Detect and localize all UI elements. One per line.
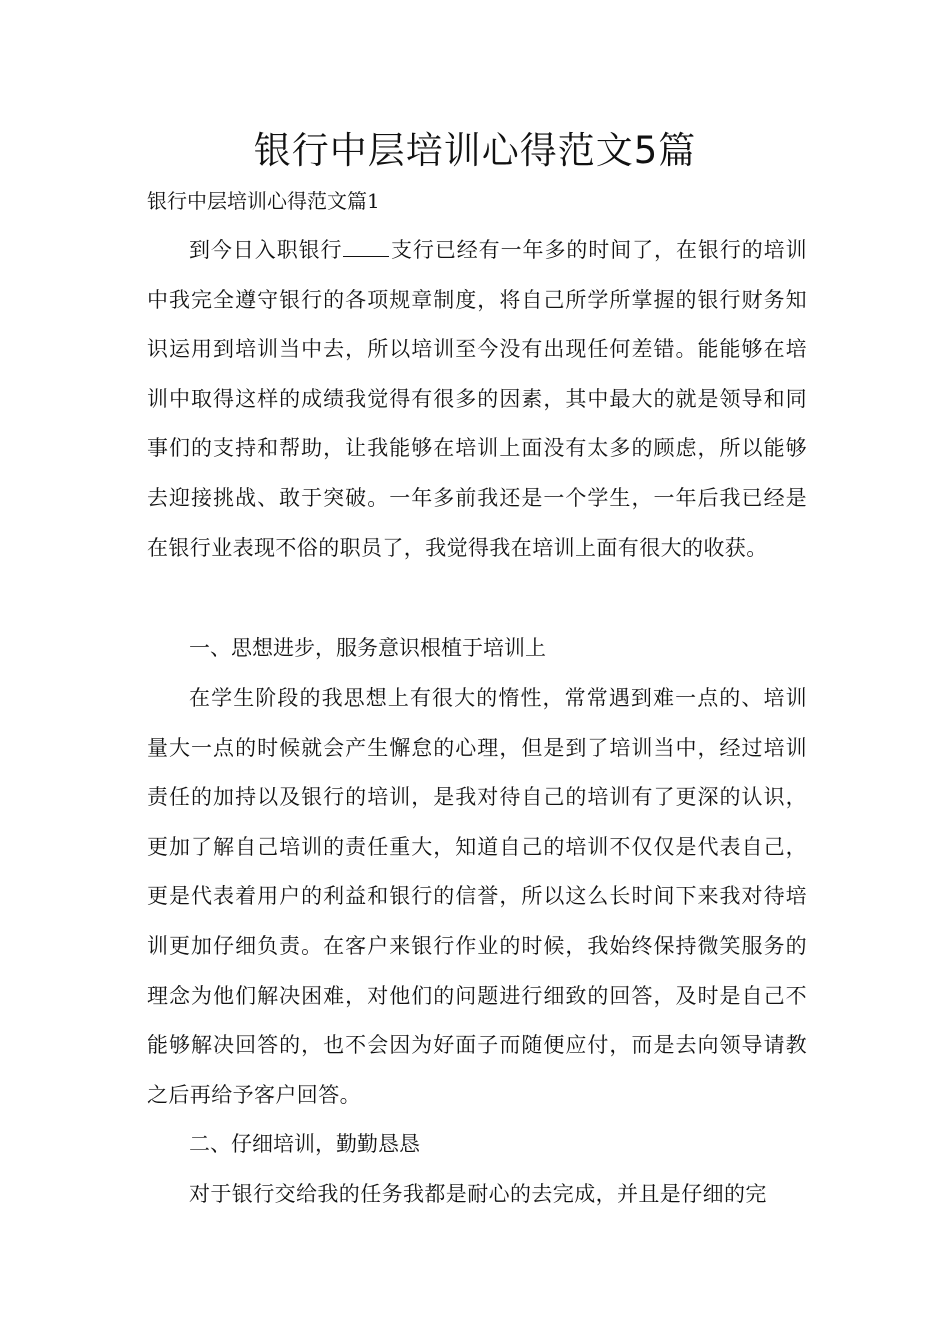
document-subtitle: 银行中层培训心得范文篇1: [147, 189, 380, 213]
blank-underline: [343, 238, 389, 257]
paragraph-3: 对于银行交给我的任务我都是耐心的去完成，并且是仔细的完: [189, 1182, 767, 1206]
section-heading-2: 二、仔细培训，勤勤恳恳: [189, 1132, 420, 1156]
paragraph-2: 在学生阶段的我思想上有很大的惰性，常常遇到难一点的、培训量大一点的时候就会产生懈怠的心理，但是到了培训当中，经过培训责任的加持以及银行的培训，是我对待自己的培训有了更深的认识，更加了解自己培训的责任重大，知道自己的培训不仅仅是代表自己，更是代表着用户的利益和银行的信誉，所以这么长时间下来我对待培训更加仔细负责。在客户来银行作业的时候，我始终保持微笑服务的理念为他们解决困难，对他们的问题进行细致的回答，及时是自己不能够解决回答的，也不会因为好面子而随便应付，而是去向领导请教之后再给予客户回答。: [147, 686, 807, 1107]
document-title: 银行中层培训心得范文5篇: [253, 129, 697, 172]
paragraph-1-start: 到今日入职银行: [189, 238, 343, 262]
paragraph-1-rest: 支行已经有一年多的时间了，在银行的培训中我完全遵守银行的各项规章制度，将自己所学所掌握的银行财务知识运用到培训当中去，所以培训至今没有出现任何差错。能能够在培训中取得这样的成绩我觉得有很多的因素，其中最大的就是领导和同事们的支持和帮助，让我能够在培训上面没有太多的顾虑，所以能够去迎接挑战、敢于突破。一年多前我还是一个学生，一年后我已经是在银行业表现不俗的职员了，我觉得我在培训上面有很大的收获。: [147, 238, 807, 560]
section-heading-1: 一、思想进步，服务意识根植于培训上: [189, 636, 546, 660]
paragraph-1: [147, 226, 807, 573]
